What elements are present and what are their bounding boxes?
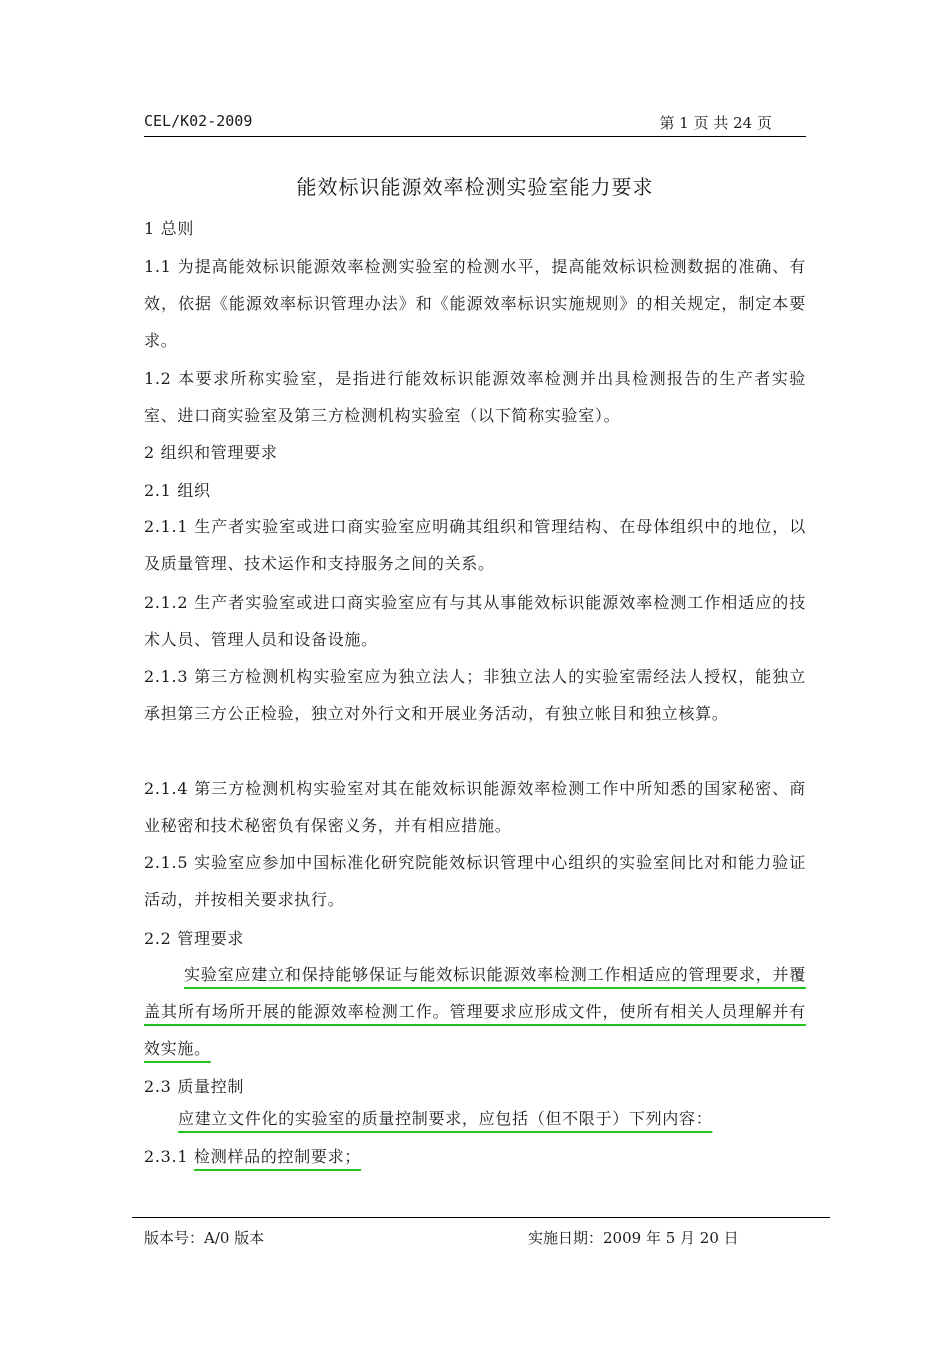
underlined-management-text: 实验室应建立和保持能够保证与能效标识能源效率检测工作相适应的管理要求，并覆盖其所有场所开展的能源效率检测工作。管理要求应形成文件，使所有相关人员理解并有效实施。 bbox=[144, 965, 806, 1058]
clause-1-2: 1.2 本要求所称实验室，是指进行能效标识能源效率检测并出具检测报告的生产者实验室、进口商实验室及第三方检测机构实验室（以下简称实验室）。 bbox=[144, 369, 806, 425]
clause-2-1-3: 2.1.3 第三方检测机构实验室应为独立法人；非独立法人的实验室需经法人授权，能独立承担第三方公正检验，独立对外行文和开展业务活动，有独立帐目和独立核算。 bbox=[144, 667, 806, 723]
footer-divider bbox=[132, 1217, 830, 1218]
section-2-2-heading: 2.2 管理要求 bbox=[144, 929, 245, 948]
document-title: 能效标识能源效率检测实验室能力要求 bbox=[296, 175, 654, 199]
section-2-3-heading: 2.3 质量控制 bbox=[144, 1077, 245, 1096]
section-1-heading: 1 总则 bbox=[144, 219, 195, 238]
clause-2-1-1: 2.1.1 生产者实验室或进口商实验室应明确其组织和管理结构、在母体组织中的地位，以及质量管理、技术运作和支持服务之间的关系。 bbox=[144, 517, 806, 573]
clause-2-2-body bbox=[144, 956, 806, 1067]
underlined-sample-control-text: 检测样品的控制要求； bbox=[194, 1147, 362, 1166]
clause-2-3-body bbox=[144, 1100, 806, 1137]
section-2-1-heading: 2.1 组织 bbox=[144, 481, 211, 500]
section-2-heading: 2 组织和管理要求 bbox=[144, 443, 278, 462]
clause-2-3-1 bbox=[144, 1138, 806, 1175]
document-code: CEL/K02-2009 bbox=[144, 112, 253, 130]
footer-effective-date: 实施日期：2009 年 5 月 20 日 bbox=[528, 1229, 739, 1247]
footer-version: 版本号：A/0 版本 bbox=[144, 1229, 265, 1247]
page-header bbox=[144, 112, 806, 137]
clause-number: 2.3.1 bbox=[144, 1147, 189, 1166]
clause-1-1: 1.1 为提高能效标识能源效率检测实验室的检测水平，提高能效标识检测数据的准确、有效，依据《能源效率标识管理办法》和《能源效率标识实施规则》的相关规定，制定本要求。 bbox=[144, 257, 806, 350]
clause-2-1-2: 2.1.2 生产者实验室或进口商实验室应有与其从事能效标识能源效率检测工作相适应的技术人员、管理人员和设备设施。 bbox=[144, 593, 806, 649]
clause-2-1-4: 2.1.4 第三方检测机构实验室对其在能效标识能源效率检测工作中所知悉的国家秘密、商业秘密和技术秘密负有保密义务，并有相应措施。 bbox=[144, 779, 806, 835]
clause-2-1-5: 2.1.5 实验室应参加中国标准化研究院能效标识管理中心组织的实验室间比对和能力验证活动，并按相关要求执行。 bbox=[144, 853, 806, 909]
underlined-quality-text: 应建立文件化的实验室的质量控制要求，应包括（但不限于）下列内容： bbox=[178, 1109, 713, 1128]
page-number: 第 1 页 共 24 页 bbox=[659, 114, 772, 132]
